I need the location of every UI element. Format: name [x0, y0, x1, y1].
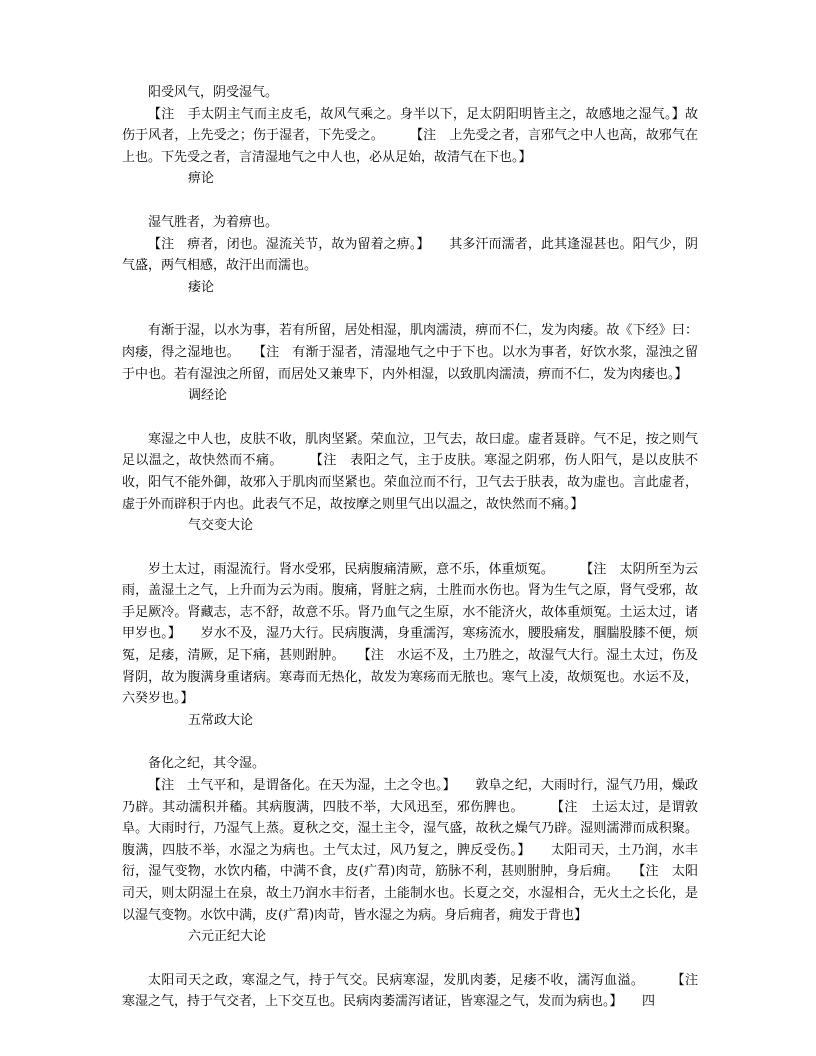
heading-liu-yuan-zheng-ji: 六元正纪大论	[188, 929, 267, 945]
paragraph-bei-hua: 备化之纪，其令湿。	[148, 756, 266, 772]
document-page	[122, 82, 712, 1013]
paragraph-han-shi: 寒湿之中人也，皮肤不收，肌肉坚紧。荣血泣，卫气去，故曰虚。虚者聂辟。气不足，按之则气足以温之，故快然而不痛。 【注 表阳之气，主于皮肤。寒湿之阴邪，伤人阳气，是以皮肤不收，阳气不能外御，故邪入于肌肉而坚紧也。荣血泣而不行，卫气去于肤表，故为虚也。言此虚者，虚于外而辟积于内也。此表气不足，故按摩之则里气出以温之，故快然而不痛。】	[122, 431, 698, 512]
paragraph-tai-yang-si-tian: 太阳司天之政，寒湿之气，持于气交。民病寒湿，发肌肉萎，足痿不收，濡泻血溢。 【注 寒湿之气，持于气交者，上下交互也。民病肉萎濡泻诸证，皆寒湿之气，发而为病也。】 四	[122, 972, 712, 1010]
heading-qi-jiao-bian: 气交变大论	[188, 518, 254, 534]
paragraph-yang-wind: 阳受风气，阴受湿气。	[148, 85, 279, 100]
paragraph-zhuo-bi: 湿气胜者，为着痹也。	[148, 214, 279, 230]
heading-bi-lun: 痹论	[188, 171, 215, 187]
heading-wu-chang-zheng: 五常政大论	[188, 712, 254, 728]
paragraph-rou-wei: 有渐于湿，以水为事，若有所留，居处相湿，肌肉濡渍，痹而不仁，发为肉痿。故《下经》曰：肉痿，得之湿地也。 【注 有渐于湿者，清湿地气之中于下也。以水为事者，好饮水浆，湿浊之留于中也。若有湿浊之所留，而居处又兼卑下，内外相湿，以致肌肉濡渍，痹而不仁，发为肉痿也。】	[122, 323, 698, 382]
heading-tiao-jing-lun: 调经论	[188, 388, 228, 404]
heading-wei-lun: 痿论	[188, 279, 215, 295]
paragraph-note-taiyin: 【注 手太阴主气而主皮毛，故风气乘之。身半以下，足太阴阳明皆主之，故感地之湿气。】故伤于风者，上先受之；伤于湿者，下先受之。 【注 上先受之者，言邪气之中人也高，故邪气在上也。下先受之者，言清湿地气之中人也，必从足始，故清气在下也。】	[122, 106, 698, 165]
paragraph-sui-tu-tai-guo: 岁土太过，雨湿流行。肾水受邪，民病腹痛清厥，意不乐，体重烦冤。 【注 太阴所至为云雨，盖湿土之气，上升而为云为雨。腹痛，肾脏之病，土胜而水伤也。肾为生气之原，肾气受邪，故手足厥冷。肾藏志，志不舒，故意不乐。肾乃血气之生原，水不能济火，故体重烦冤。土运太过，诸甲岁也。】 岁水不及，湿乃大行。民病腹满，身重濡泻，寒疡流水，腰股痛发，腘腨股膝不便，烦冤，足痿，清厥，足下痛，甚则跗肿。 【注 水运不及，土乃胜之，故湿气大行。湿土太过，伤及肾阴，故为腹满身重诸病。寒毒而无热化，故发为寒疡而无脓也。寒气上凌，故烦冤也。水运不及，六癸岁也。】	[122, 561, 698, 707]
paragraph-note-bi: 【注 痹者，闭也。湿流关节，故为留着之痹。】 其多汗而濡者，此其逢湿甚也。阳气少，阴气盛，两气相感，故汗出而濡也。	[122, 236, 698, 274]
paragraph-dun-fu: 【注 土气平和，是谓备化。在天为湿，土之令也。】 敦阜之纪，大雨时行，湿气乃用，燥政乃辟。其动濡积并稸。其病腹满，四肢不举，大风迅至，邪伤脾也。 【注 土运太过，是谓敦阜。大雨时行，乃湿气上蒸。夏秋之交，湿土主令，湿气盛，故秋之燥气乃辟。湿则濡滞而成积聚。腹满，四肢不举，水湿之为病也。土气太过，风乃复之，脾反受伤。】 太阳司天，土乃润，水丰衍，湿气变物，水饮内稸，中满不食，皮(疒帬)肉苛，筋脉不利，甚则胕肿，身后痈。 【注 太阳司天，则太阴湿土在泉，故土乃润水丰衍者，土能制水也。长夏之交，水湿相合，无火土之长化，是以湿气变物。水饮中满，皮(疒帬)肉苛，皆水湿之为病。身后痈者，痈发于背也】	[122, 778, 698, 923]
